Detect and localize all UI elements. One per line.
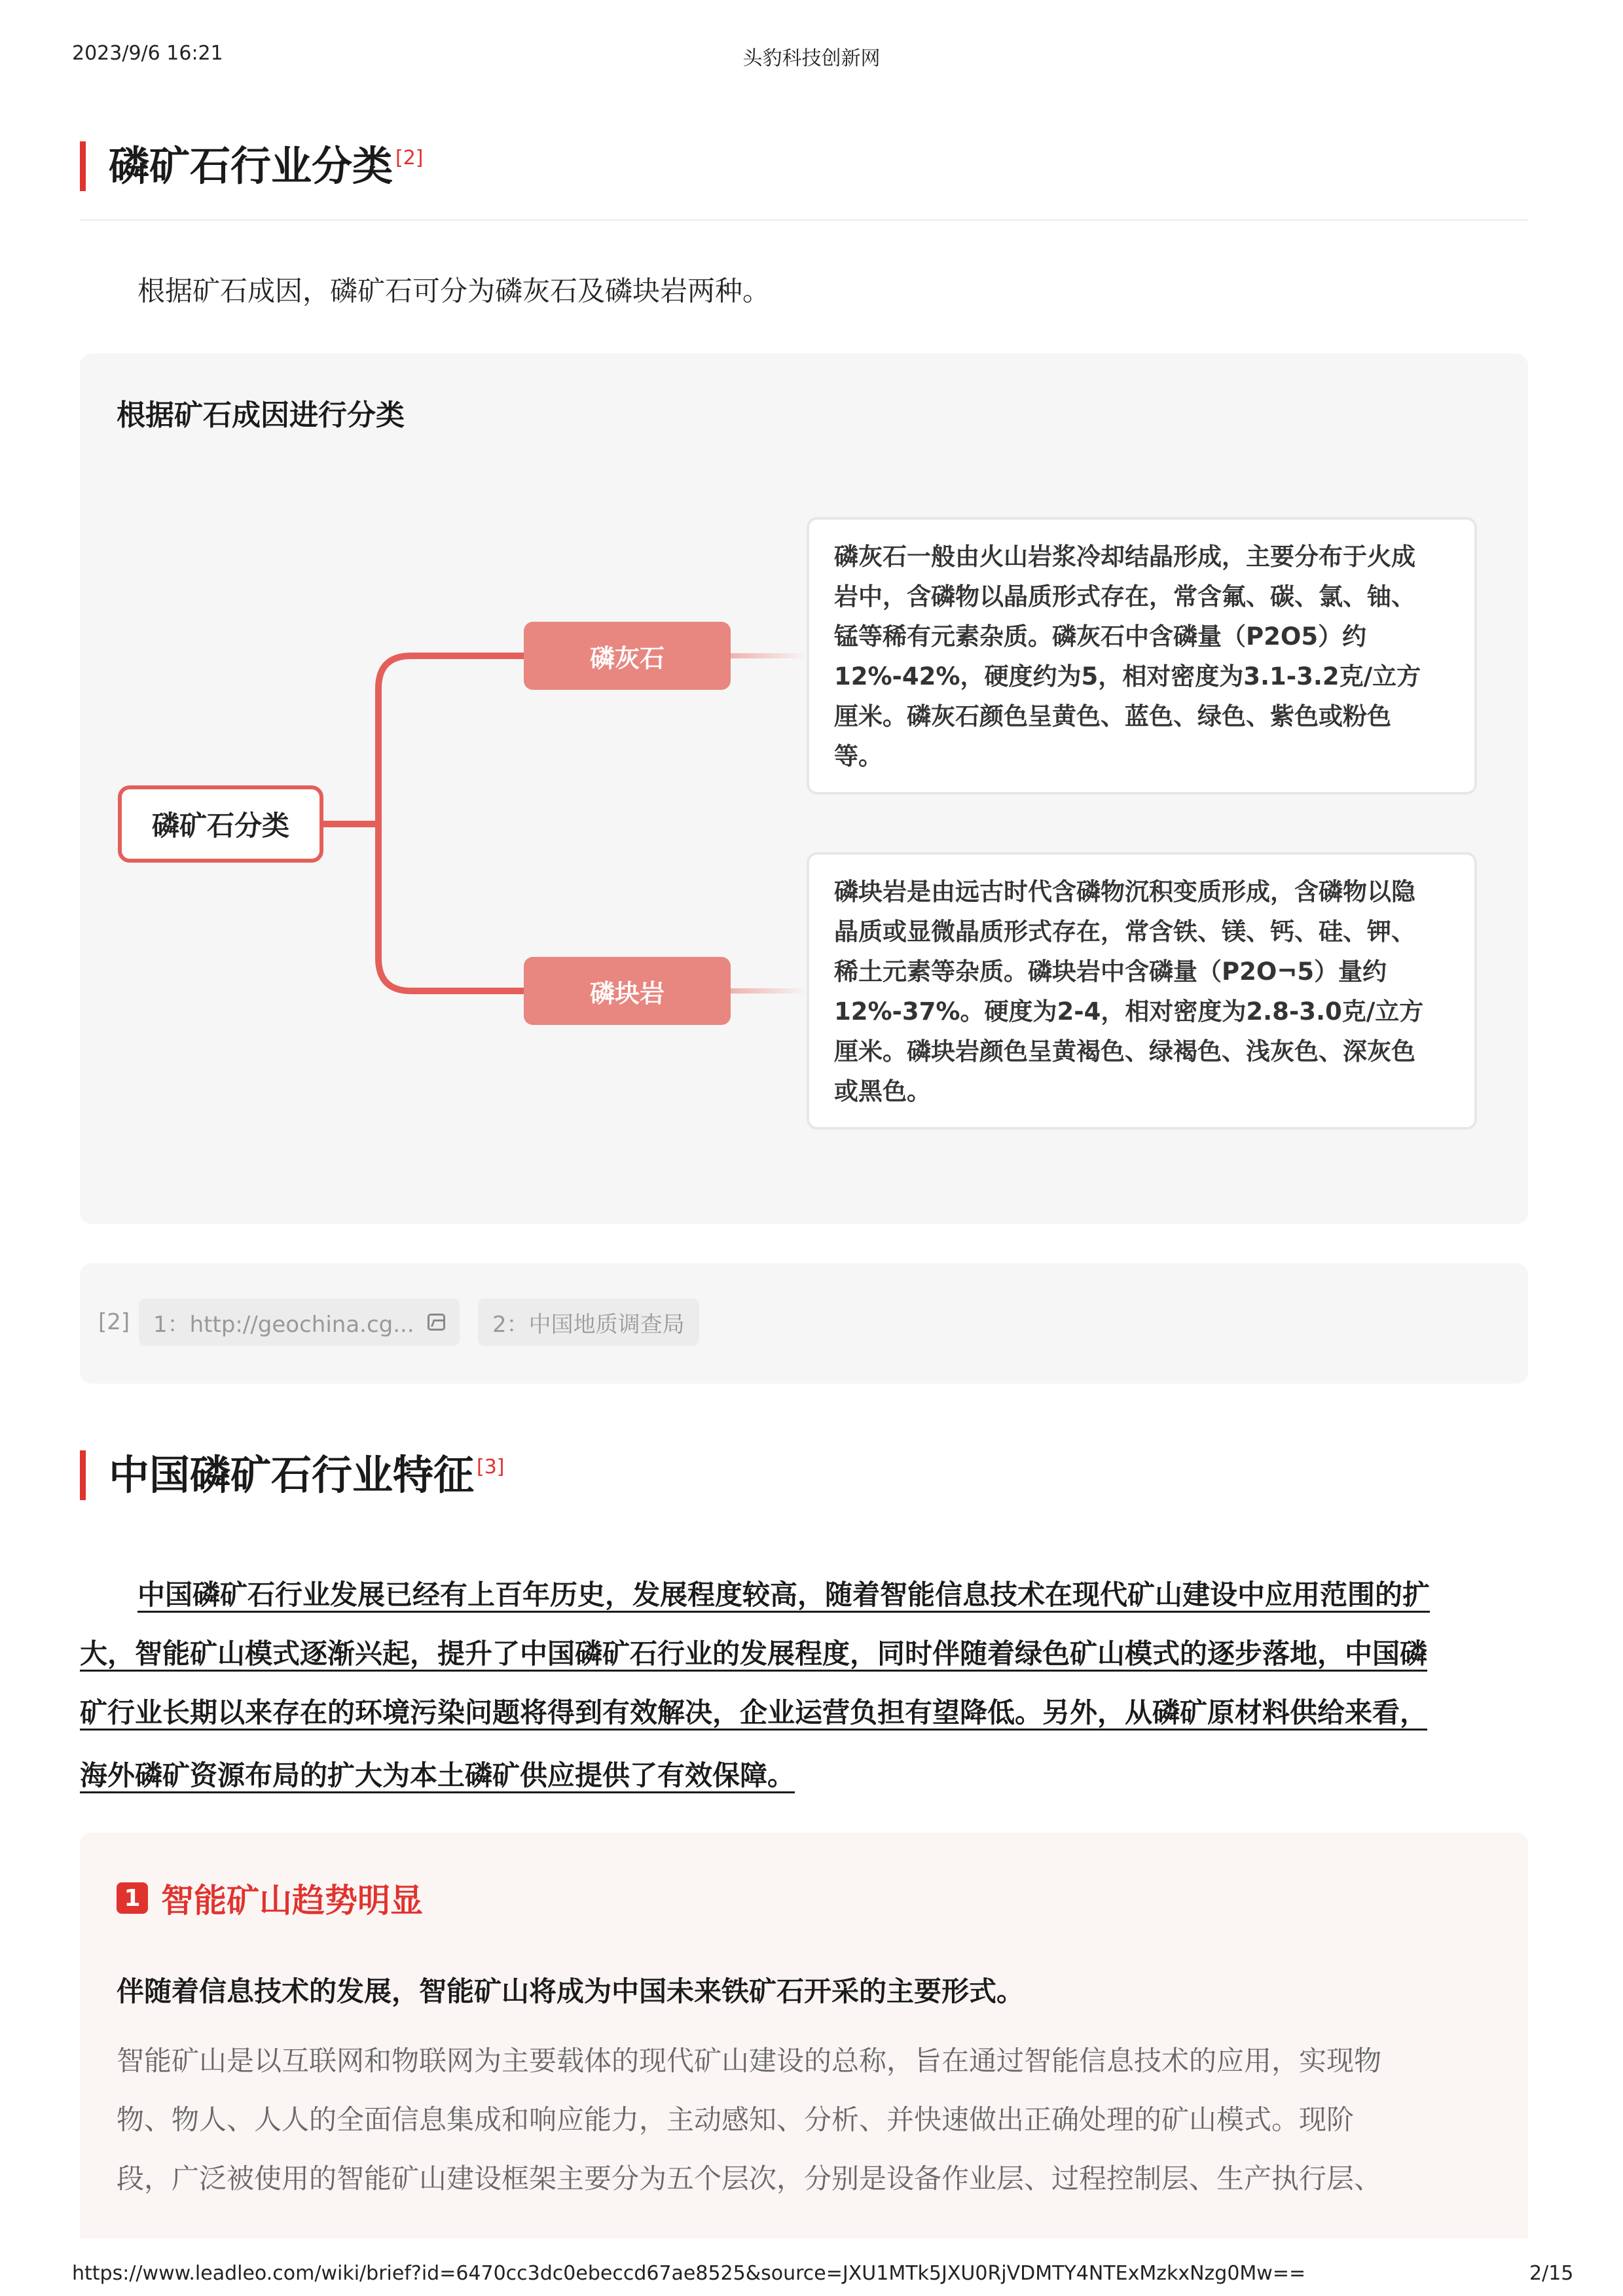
section-accent-bar — [80, 1450, 86, 1500]
description-line: 厘米。磷灰石颜色呈黄色、蓝色、绿色、紫色或粉色 — [834, 702, 1391, 730]
citation-link[interactable]: [3] — [477, 1456, 505, 1479]
site-name: 头豹科技创新网 — [742, 47, 881, 70]
feature-number-badge: 1 — [117, 1882, 148, 1914]
feature-body-line: 智能矿山是以互联网和物联网为主要载体的现代矿山建设的总称，旨在通过智能信息技术的应用，实现物 — [117, 2045, 1382, 2077]
reference-link-1[interactable] — [139, 1299, 460, 1346]
apatite-description — [807, 517, 1477, 795]
page-url: https://www.leadleo.com/wiki/brief?id=6470cc3dc0ebeccd67ae8525&source=JXU1MTk5JXU0RjVDMTY4NTExMzkxNzg0Mw== — [72, 2262, 1306, 2285]
image-icon — [428, 1314, 445, 1331]
description-line: 或黑色。 — [834, 1077, 931, 1105]
mindmap-branch-apatite: 磷灰石 — [524, 622, 731, 690]
paragraph-line: 大，智能矿山模式逐渐兴起，提升了中国磷矿石行业的发展程度，同时伴随着绿色矿山模式的逐步落地，中国磷 — [80, 1638, 1428, 1670]
description-line: 晶质或显微晶质形式存在，常含铁、镁、钙、硅、钾、 — [834, 918, 1415, 946]
paragraph-line: 中国磷矿石行业发展已经有上百年历史，发展程度较高，随着智能信息技术在现代矿山建设中应用范围的扩 — [137, 1579, 1431, 1611]
section-title-text: 中国磷矿石行业特征 — [109, 1451, 475, 1499]
section-title-text: 磷矿石行业分类 — [109, 142, 393, 190]
print-datetime: 2023/9/6 16:21 — [72, 42, 223, 65]
intro-text: 根据矿石成因，磷矿石可分为磷灰石及磷块岩两种。 — [137, 275, 771, 307]
reference-link-2[interactable] — [478, 1299, 699, 1346]
section-title-features — [109, 1448, 505, 1503]
mindmap-root-node: 磷矿石分类 — [118, 785, 323, 863]
phosphorite-description — [807, 852, 1477, 1130]
description-line: 厘米。磷块岩颜色呈黄褐色、绿褐色、浅灰色、深灰色 — [834, 1037, 1415, 1066]
description-line: 锰等稀有元素杂质。磷灰石中含磷量（P2O5）约 — [834, 622, 1367, 651]
reference-link-text: 1：http://geochina.cg... — [153, 1311, 414, 1338]
feature-body-line: 物、物人、人人的全面信息集成和响应能力，主动感知、分析、并快速做出正确处理的矿山模式。现阶 — [117, 2104, 1355, 2136]
description-line: 等。 — [834, 742, 883, 770]
reference-number: [2] — [98, 1309, 130, 1335]
paragraph-line: 矿行业长期以来存在的环境污染问题将得到有效解决，企业运营负担有望降低。另外，从磷矿原材料供给来看， — [80, 1696, 1428, 1729]
description-line: 12%-37%。硬度为2-4，相对密度为2.8-3.0克/立方 — [834, 997, 1424, 1026]
description-line: 岩中，含磷物以晶质形式存在，常含氟、碳、氯、铀、 — [834, 583, 1415, 611]
page-number: 2/15 — [1529, 2262, 1574, 2285]
feature-subtitle: 伴随着信息技术的发展，智能矿山将成为中国未来铁矿石开采的主要形式。 — [117, 1975, 1025, 2007]
paragraph-line: 海外磷矿资源布局的扩大为本土磷矿供应提供了有效保障。 — [80, 1759, 795, 1791]
description-line: 稀土元素等杂质。磷块岩中含磷量（P2O¬5）量约 — [834, 958, 1387, 986]
mindmap-branch-phosphorite: 磷块岩 — [524, 957, 731, 1025]
feature-body-line: 段，广泛被使用的智能矿山建设框架主要分为五个层次，分别是设备作业层、过程控制层、生产执行层、 — [117, 2162, 1382, 2195]
reference-link-text: 2：中国地质调查局 — [492, 1311, 685, 1338]
citation-link[interactable]: [2] — [395, 147, 424, 170]
mindmap-title: 根据矿石成因进行分类 — [117, 399, 405, 432]
description-line: 磷块岩是由远古时代含磷物沉积变质形成，含磷物以隐 — [834, 878, 1415, 906]
description-line: 磷灰石一般由火山岩浆冷却结晶形成，主要分布于火成 — [834, 543, 1415, 571]
feature-title: 智能矿山趋势明显 — [161, 1882, 423, 1920]
description-line: 12%-42%，硬度约为5，相对密度为3.1-3.2克/立方 — [834, 662, 1421, 691]
